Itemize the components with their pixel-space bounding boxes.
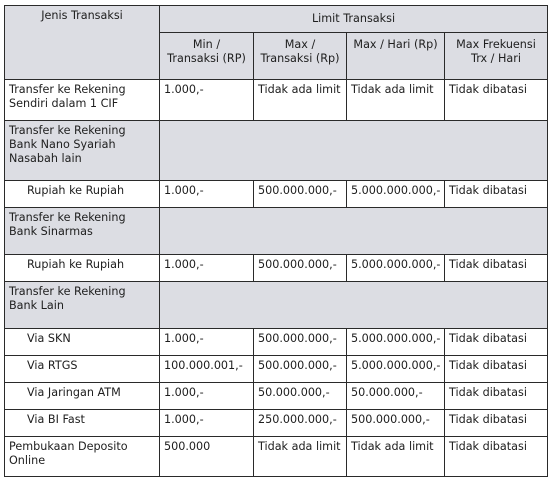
header-max-line1: Max / xyxy=(284,38,316,51)
transaction-type-cell xyxy=(5,356,160,383)
table-row xyxy=(5,80,548,121)
table-row xyxy=(5,356,548,383)
transaction-type-header: Jenis Transaksi xyxy=(5,6,160,80)
frequency-cell: Tidak dibatasi xyxy=(445,80,548,121)
transaction-limit-table xyxy=(4,5,548,477)
transaction-type-line: Sendiri dalam 1 CIF xyxy=(9,97,119,110)
max-transaction-cell: 500.000.000,- xyxy=(254,329,347,356)
header-min-line2: Transaksi (RP) xyxy=(167,52,246,65)
max-day-cell: 5.000.000.000,- xyxy=(347,356,445,383)
header-freq-line1: Max Frekuensi xyxy=(456,38,536,51)
max-transaction-cell: 500.000.000,- xyxy=(254,356,347,383)
max-per-day-header xyxy=(347,33,445,80)
min-cell: 500.000 xyxy=(160,437,254,477)
min-cell: 1.000,- xyxy=(160,255,254,282)
transaction-type-line: Via RTGS xyxy=(27,359,78,372)
group-shaded-cell xyxy=(160,208,548,255)
table-row xyxy=(5,383,548,410)
transaction-type-cell xyxy=(5,181,160,208)
transaction-type-cell xyxy=(5,410,160,437)
min-per-transaction-header xyxy=(160,33,254,80)
frequency-cell: Tidak dibatasi xyxy=(445,383,548,410)
transaction-type-cell xyxy=(5,383,160,410)
max-transaction-cell: Tidak ada limit xyxy=(254,437,347,477)
group-header-row xyxy=(5,208,548,255)
transaction-type-line: Rupiah ke Rupiah xyxy=(27,258,125,271)
transaction-type-line: Transfer ke Rekening xyxy=(9,285,126,298)
transaction-type-cell xyxy=(5,329,160,356)
transaction-type-cell xyxy=(5,282,160,329)
frequency-cell: Tidak dibatasi xyxy=(445,437,548,477)
max-day-cell: 5.000.000.000,- xyxy=(347,255,445,282)
max-transaction-cell: 50.000.000,- xyxy=(254,383,347,410)
group-header-row xyxy=(5,121,548,181)
min-cell: 1.000,- xyxy=(160,80,254,121)
transaction-type-line: Via BI Fast xyxy=(27,413,85,426)
header-freq-line2: Trx / Hari xyxy=(471,52,521,65)
frequency-cell: Tidak dibatasi xyxy=(445,356,548,383)
transaction-type-line: Bank Nano Syariah xyxy=(9,138,116,151)
max-day-cell: Tidak ada limit xyxy=(347,80,445,121)
transaction-type-cell xyxy=(5,121,160,181)
frequency-cell: Tidak dibatasi xyxy=(445,329,548,356)
max-day-cell: 5.000.000.000,- xyxy=(347,329,445,356)
min-cell: 1.000,- xyxy=(160,181,254,208)
table-row xyxy=(5,329,548,356)
frequency-cell: Tidak dibatasi xyxy=(445,410,548,437)
transaction-type-line: Rupiah ke Rupiah xyxy=(27,184,125,197)
transaction-type-line: Transfer ke Rekening xyxy=(9,83,126,96)
max-day-cell: 500.000.000,- xyxy=(347,410,445,437)
table-row xyxy=(5,437,548,477)
max-transaction-cell: 250.000.000,- xyxy=(254,410,347,437)
min-cell: 1.000,- xyxy=(160,410,254,437)
header-min-line1: Min / xyxy=(192,38,221,51)
table-row xyxy=(5,181,548,208)
table-row xyxy=(5,410,548,437)
max-day-cell: 5.000.000.000,- xyxy=(347,181,445,208)
group-header-row xyxy=(5,282,548,329)
transaction-type-line: Online xyxy=(9,454,46,467)
max-transaction-cell: 500.000.000,- xyxy=(254,255,347,282)
group-shaded-cell xyxy=(160,121,548,181)
limit-transaksi-header: Limit Transaksi xyxy=(160,6,548,33)
frequency-cell: Tidak dibatasi xyxy=(445,255,548,282)
min-cell: 1.000,- xyxy=(160,383,254,410)
transaction-type-line: Bank Lain xyxy=(9,299,64,312)
transaction-type-line: Pembukaan Deposito xyxy=(9,440,128,453)
group-shaded-cell xyxy=(160,282,548,329)
transaction-type-line: Transfer ke Rekening xyxy=(9,211,126,224)
max-transaction-cell: 500.000.000,- xyxy=(254,181,347,208)
transaction-type-line: Via Jaringan ATM xyxy=(27,386,121,399)
header-max-line2: Transaksi (Rp) xyxy=(260,52,340,65)
min-cell: 100.000.001,- xyxy=(160,356,254,383)
transaction-type-cell xyxy=(5,437,160,477)
transaction-type-line: Transfer ke Rekening xyxy=(9,124,126,137)
max-day-cell: Tidak ada limit xyxy=(347,437,445,477)
header-max-day: Max / Hari (Rp) xyxy=(353,38,438,51)
transaction-type-line: Via SKN xyxy=(27,332,71,345)
frequency-cell: Tidak dibatasi xyxy=(445,181,548,208)
max-day-cell: 50.000.000,- xyxy=(347,383,445,410)
transaction-type-line: Bank Sinarmas xyxy=(9,225,93,238)
max-transaction-cell: Tidak ada limit xyxy=(254,80,347,121)
transaction-type-cell xyxy=(5,255,160,282)
header-row-top xyxy=(5,6,548,33)
transaction-type-line: Nasabah lain xyxy=(9,152,82,165)
table-row xyxy=(5,255,548,282)
max-frequency-header xyxy=(445,33,548,80)
min-cell: 1.000,- xyxy=(160,329,254,356)
transaction-type-cell xyxy=(5,208,160,255)
table-body xyxy=(5,80,548,477)
transaction-type-cell xyxy=(5,80,160,121)
max-per-transaction-header xyxy=(254,33,347,80)
